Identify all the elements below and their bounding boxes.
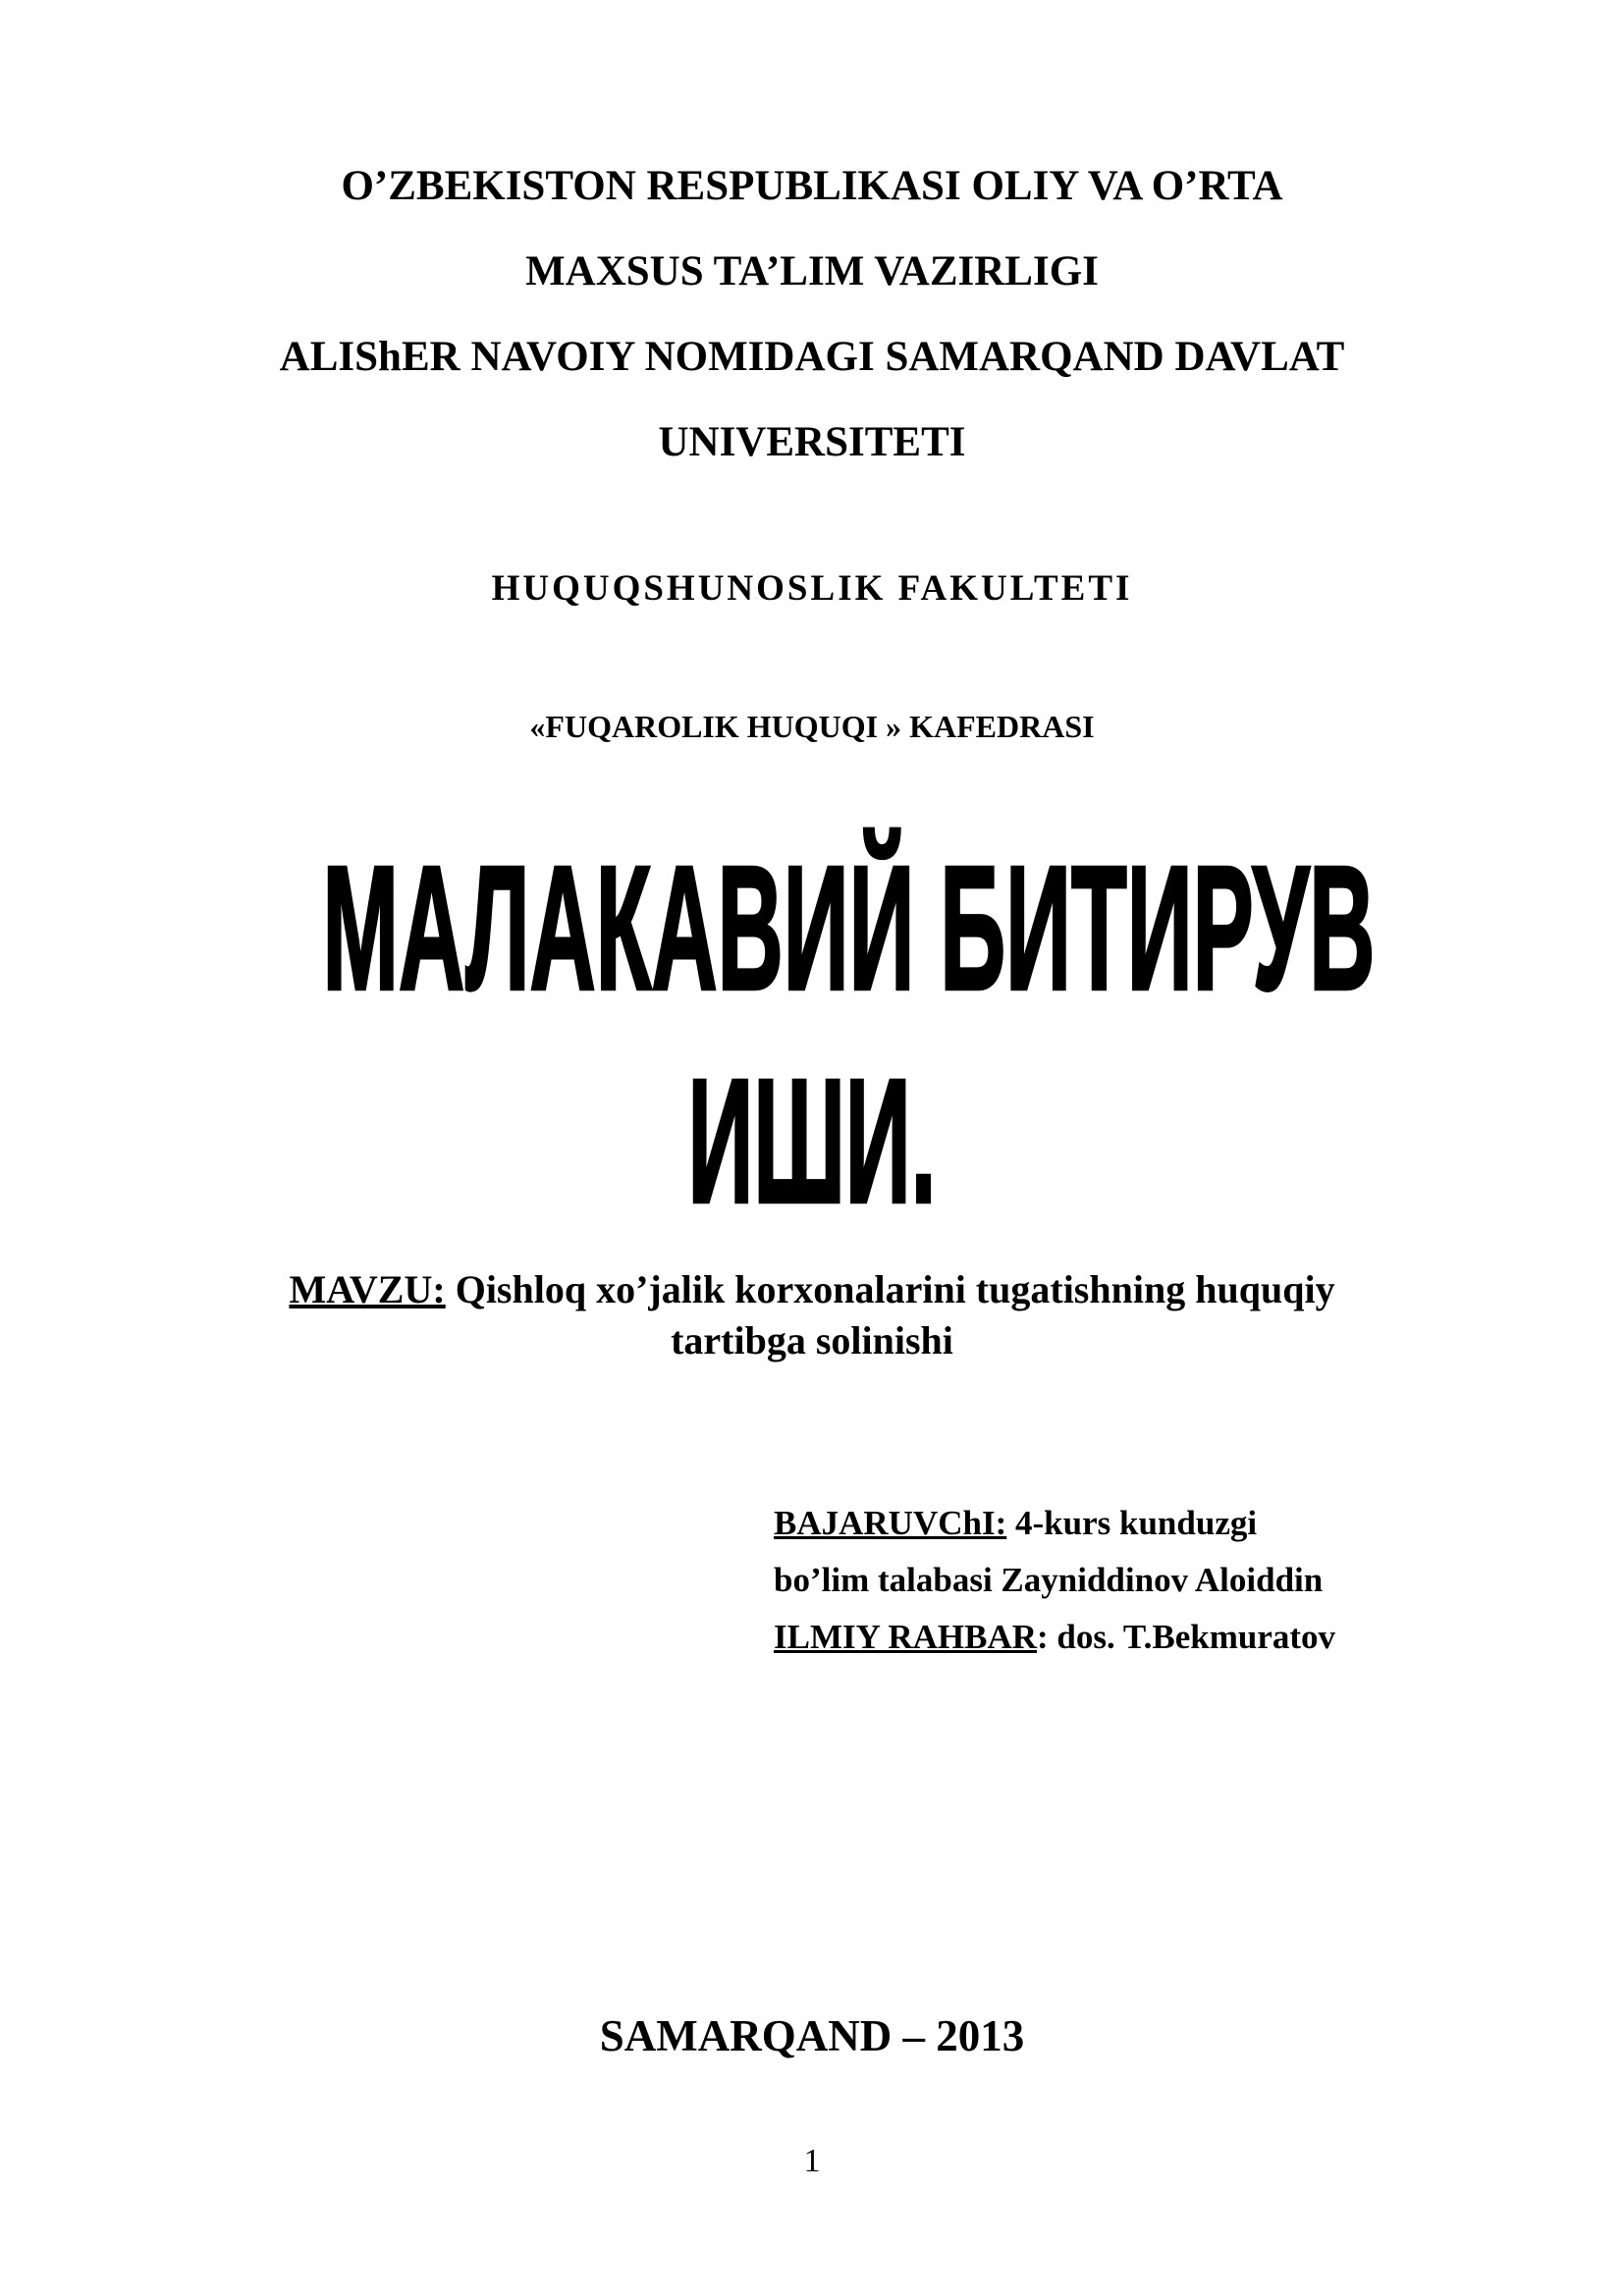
work-title-line-2 (0, 1041, 1624, 1240)
work-title-line-1-text: МАЛАКАВИЙ БИТИРУВ (322, 828, 1376, 1027)
author-line-1 (774, 1504, 1257, 1543)
university-line-2: UNIVERSITETI (658, 419, 966, 465)
author-label: BAJARUVChI: (774, 1504, 1007, 1542)
work-title-line-2-text: ИШИ. (687, 1041, 937, 1240)
author-course: 4-kurs kunduzgi (1006, 1504, 1258, 1542)
ministry-line-1: O’ZBEKISTON RESPUBLIKASI OLIY VA O’RTA (341, 163, 1283, 209)
supervisor-line (774, 1618, 1335, 1657)
topic-line-1 (0, 1266, 1624, 1313)
topic-text-1: Qishloq xo’jalik korxonalarini tugatishning huquqiy (445, 1267, 1335, 1311)
page-number: 1 (803, 2143, 821, 2179)
supervisor-name: : dos. T.Bekmuratov (1037, 1618, 1336, 1656)
supervisor-label: ILMIY RAHBAR (774, 1618, 1038, 1656)
city-year: SAMARQAND – 2013 (599, 2011, 1025, 2060)
university-line-1: ALIShER NAVOIY NOMIDAGI SAMARQAND DAVLAT (279, 334, 1345, 380)
topic-line-2: tartibga solinishi (671, 1318, 953, 1362)
topic-label: MAVZU: (289, 1267, 446, 1311)
department-name: «FUQAROLIK HUQUQI » KAFEDRASI (529, 709, 1095, 744)
author-line-2: bo’lim talabasi Zayniddinov Aloiddin (774, 1561, 1324, 1599)
faculty-name: HUQUQSHUNOSLIK FAKULTETI (491, 568, 1133, 609)
ministry-line-2: MAXSUS TA’LIM VAZIRLIGI (525, 248, 1099, 294)
work-title-line-1 (0, 828, 1624, 1027)
